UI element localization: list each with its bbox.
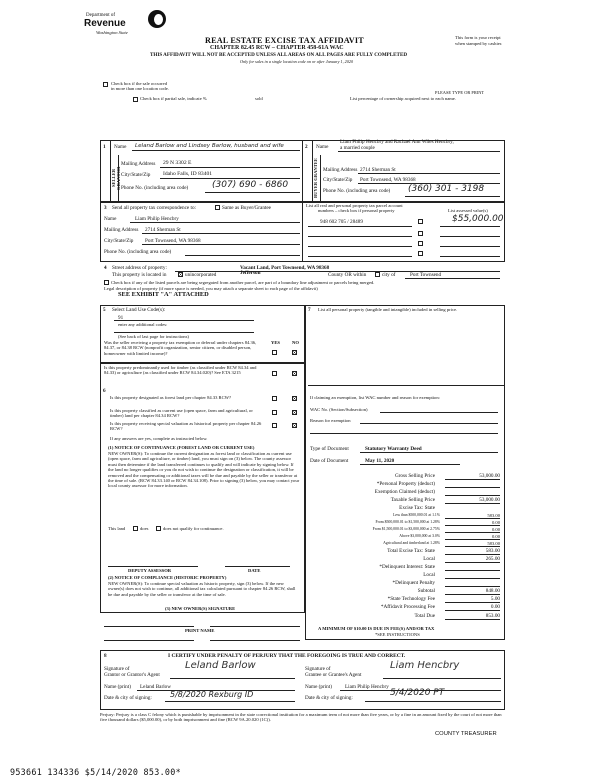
seller-side-label: SELLER GRANTOR	[111, 166, 121, 190]
parcel-1-personal-checkbox[interactable]	[418, 219, 423, 224]
certify-statement: I CERTIFY UNDER PENALTY OF PERJURY THAT THE FOREGOING IS TRUE AND CORRECT.	[168, 653, 406, 659]
dor-logo	[84, 10, 174, 46]
land-use-q2-no[interactable]	[292, 371, 297, 376]
personal-property-label: List all personal property (tangible and intangible) included in selling price.	[318, 307, 458, 312]
buyer-mailing-label: Mailing Address	[323, 167, 358, 173]
parcels-header-2: numbers – check box if personal property	[318, 208, 395, 213]
dor-dept-line3: Washington State	[96, 30, 128, 35]
grantor-name-label: Name (print)	[104, 684, 131, 690]
del-penalty-label: *Delinquent Penalty	[392, 580, 435, 586]
tech-fee-label: *State Technology Fee	[387, 596, 435, 602]
grantee-signature[interactable]: Liam Hencbry	[390, 660, 460, 671]
print-name-label: PRINT NAME	[185, 628, 215, 633]
section6-no: 6	[103, 388, 106, 394]
buyer-city[interactable]: Port Townsend, WA 98368	[360, 177, 416, 183]
buyer-phone-label: Phone No. (including area code)	[323, 188, 391, 194]
section6-q1-no[interactable]	[292, 396, 297, 401]
corr-city-label: City/State/Zip	[104, 238, 134, 244]
buyer-phone[interactable]: (360) 301 - 3198	[408, 184, 485, 194]
excise-state-label: Excise Tax: State	[399, 505, 435, 511]
corr-city[interactable]: Port Townsend, WA 98368	[145, 238, 201, 244]
does-not-label: does not qualify for continuance.	[163, 526, 224, 531]
partial-sale-sold: sold	[255, 96, 263, 101]
del-int-state-label: *Delinquent Interest: State	[379, 564, 435, 570]
signature-line-b[interactable]	[210, 626, 300, 627]
gross-value[interactable]: 53,000.00	[479, 473, 500, 479]
exemption-reason-label: Reason for exemption	[310, 418, 351, 423]
grantor-date-place[interactable]: 5/8/2020 Rexburg ID	[170, 690, 254, 699]
wac-no-label: WAC No. (Section/Subsection)	[310, 407, 368, 412]
located-in-label: This property is located in	[112, 272, 167, 278]
unincorporated-label: unincorporated	[185, 272, 217, 278]
section6-q3-no[interactable]	[292, 423, 297, 428]
signature-line-a[interactable]	[104, 626, 194, 627]
tier2-value[interactable]: 0.00	[491, 520, 500, 525]
local-label: Local	[423, 556, 435, 562]
total-due-value[interactable]: 853.00	[485, 613, 500, 619]
legal-description-label: Legal description of property (if more space is needed, you may attach a separate sheet to each page of the affidavit)	[104, 286, 318, 291]
correspondence-label: Send all property tax correspondence to:	[112, 205, 196, 211]
this-land-label: This land	[108, 526, 126, 531]
land-use-yes: YES	[271, 340, 280, 345]
seller-name-label: Name	[114, 144, 127, 150]
doc-type-label: Type of Document	[310, 446, 349, 452]
parcels-header-1: List all real and personal property tax parcel account	[306, 203, 403, 208]
does-not-checkbox[interactable]	[156, 526, 161, 531]
doc-date[interactable]: May 11, 2020	[365, 458, 395, 464]
ag-value[interactable]: 583.00	[487, 541, 500, 546]
tier4-label: Above $3,000,000 at 3.0%	[399, 534, 440, 538]
does-label: does	[140, 526, 149, 531]
subtotal-label: Subtotal	[417, 588, 435, 594]
parcel-2-personal-checkbox[interactable]	[418, 231, 423, 236]
section6-q2-no[interactable]	[292, 410, 297, 415]
buyer-name-2[interactable]: a married couple	[340, 145, 375, 151]
unincorporated-checkbox[interactable]	[178, 272, 183, 277]
see-exhibit[interactable]: SEE EXHIBIT "A" ATTACHED	[118, 291, 209, 298]
land-use-q1-no[interactable]	[292, 350, 297, 355]
receipt-note-2: when stamped by cashier.	[455, 41, 503, 46]
corr-name-label: Name	[104, 216, 117, 222]
land-use-label: Select Land Use Code(s):	[112, 307, 166, 313]
grantor-name[interactable]: Leland Barlow	[140, 684, 171, 690]
exemption-claim-label: If claiming an exemption, list WAC number and reason for exemption:	[310, 395, 440, 400]
land-use-q1: Was the seller receiving a property tax exemption or deferral under chapters 84.36, 84.37, or 84.38 RCW (nonprofit organization, senior citizen, or disabled person, homeowner with limited income)?	[104, 340, 257, 356]
tier4-value[interactable]: 0.00	[491, 534, 500, 539]
multiple-location-label-2: in more than one location code.	[111, 86, 169, 91]
total-due-label: Total Due	[414, 613, 435, 619]
land-use-section-no: 5	[103, 307, 106, 313]
grantor-signature[interactable]: Leland Barlow	[185, 660, 256, 671]
tier3-label: From $1,500,000.01 to $3,000,000 at 2.75%	[372, 527, 440, 531]
county-or-city: County OR within	[328, 272, 367, 278]
grantee-date-place[interactable]: 5/4/2020 PT	[390, 688, 445, 698]
assessor-date-label: DATE	[248, 568, 261, 573]
buyer-name[interactable]: Liam Philip Hencbry and Rachael Ann Wiles Hencbry,	[340, 139, 454, 145]
seller-phone[interactable]: (307) 690 - 6860	[212, 180, 289, 190]
sales-note: Only for sales in a single location code on or after January 1, 2020	[240, 59, 354, 64]
does-checkbox[interactable]	[133, 526, 138, 531]
parcel-4-personal-checkbox[interactable]	[418, 251, 423, 256]
county-treasurer: COUNTY TREASURER	[435, 731, 497, 737]
buyer-name-label: Name	[316, 144, 329, 150]
section6-q3: Is this property receiving special valuation as historical property per chapter 84.26 RCW?	[110, 421, 262, 432]
section6-q1: Is this property designated as forest land per chapter 84.33 RCW?	[110, 395, 232, 400]
multiple-location-label-1: Check box if the sale occurred	[111, 81, 167, 86]
see-instructions: *SEE INSTRUCTIONS	[375, 632, 420, 637]
section6-q2-yes[interactable]	[272, 410, 277, 415]
buyer-side-label: BUYER GRANTEE	[313, 158, 318, 198]
exempt-deduct-label: Exemption Claimed (deduct)	[374, 489, 435, 495]
section6-q2: Is this property classified as current use (open space, farm and agricultural, or timber) land per chapter 84.34 RCW?	[110, 408, 253, 419]
corr-phone-label: Phone No. (including area code)	[104, 249, 172, 255]
del-int-local-label: Local	[423, 572, 435, 578]
grantee-date-place-label: Date & city of signing:	[305, 695, 353, 701]
section6-if-any-yes: If any answers are yes, complete as instructed below.	[110, 436, 208, 441]
local-value[interactable]: 265.00	[485, 556, 500, 562]
taxable-label: Taxable Selling Price	[390, 497, 435, 503]
taxable-value[interactable]: 53,000.00	[479, 497, 500, 503]
seller-name[interactable]: Leland Barlow and Lindsey Barlow, husband and wife	[135, 143, 284, 149]
land-use-q2: Is this property predominantly used for timber (as classified under RCW 84.34 and 84.33) or agriculture (as classified under RCW 84.34.020)? See ETA 3215	[104, 365, 257, 376]
buyer-mailing[interactable]: 2714 Sherman St	[360, 167, 396, 173]
county[interactable]: Jefferson	[240, 270, 261, 276]
continuance-title: (1) NOTICE OF CONTINUANCE (FOREST LAND OR CURRENT USE)	[108, 445, 255, 450]
personal-deduct-label: *Personal Property (deduct)	[376, 481, 435, 487]
doc-date-label: Date of Document	[310, 458, 349, 464]
subtotal-value[interactable]: 848.00	[485, 588, 500, 594]
affidavit-fee-label: *Affidavit Processing Fee	[380, 604, 435, 610]
tier1-value[interactable]: 583.00	[487, 513, 500, 518]
land-use-code[interactable]: 91	[118, 315, 124, 321]
grantor-sig-label-1: Signature of	[104, 666, 130, 672]
same-as-buyer-checkbox[interactable]	[215, 205, 220, 210]
parcel-1[interactable]: 948 602 705 / 28489	[320, 219, 363, 225]
correspondence-section-no: 3	[104, 205, 107, 211]
historic-body: NEW OWNER(S): To continue special valuation as historic property, sign (3) below. If the new owner(s) does not wish to continue, all additional tax calculated pursuant to chapter 84.26 RCW, shall be due and payable by the seller or transferor at the time of sale.	[108, 581, 296, 597]
gross-label: Gross Selling Price	[394, 473, 435, 479]
buyer-city-label: City/State/Zip	[323, 177, 353, 183]
city-of-label: city of	[382, 272, 396, 278]
multiple-location-checkbox[interactable]	[103, 82, 108, 87]
seller-mailing-label: Mailing Address	[121, 161, 156, 167]
affidavit-fee-value[interactable]: 0.00	[490, 604, 500, 610]
section6-q1-yes[interactable]	[272, 396, 277, 401]
assessed-1[interactable]: $55,000.00	[452, 214, 504, 224]
segregated-note: Check box if any of the listed parcels are being segregated from another parcel, are part of a boundary line adjustment or parcels being merged.	[111, 280, 375, 285]
please-type: PLEASE TYPE OR PRINT	[435, 90, 485, 95]
seller-city[interactable]: Idaho Falls, ID 83401	[163, 171, 213, 177]
same-as-buyer-label: Same as Buyer/Grantee	[222, 205, 271, 211]
parcel-3-personal-checkbox[interactable]	[418, 241, 423, 246]
perjury-note: Perjury: Perjury is a class C felony which is punishable by imprisonment in the state correctional institution for a maximum term of not more than five years, or by a fine in an amount fixed by the court of not more than five thousand dollars ($5,000.00), or by both imprisonment and fine (RCW 9A.20.020 (1C)).	[100, 712, 502, 723]
seller-section-no: 1	[103, 144, 106, 150]
tier3-value[interactable]: 0.00	[491, 527, 500, 532]
dor-dept-line1: Department of	[86, 13, 116, 18]
receipt-note-1: This form is your receipt	[455, 35, 501, 40]
corr-name[interactable]: Liam Philip Hencbry	[135, 216, 179, 222]
land-use-see-back: (See back of last page for instructions)	[118, 334, 189, 339]
ag-label: Agricultural and timberland at 1.28%	[383, 541, 440, 545]
doc-type[interactable]: Statutory Warranty Deed	[365, 446, 422, 452]
new-owner-signature-label: (3) NEW OWNER(S) SIGNATURE	[165, 606, 236, 611]
dor-logo-mark-inner	[154, 14, 163, 25]
segregated-checkbox[interactable]	[104, 280, 109, 285]
partial-sale-label: Check box if partial sale, indicate %	[140, 96, 207, 101]
corr-mailing-label: Mailing Address	[104, 227, 139, 233]
street[interactable]: Vacant Land, Port Townsend, WA 98368	[240, 265, 330, 271]
section6-q3-yes[interactable]	[272, 423, 277, 428]
location-city[interactable]: Port Townsend	[410, 272, 442, 278]
percentage-note: List percentage of ownership acquired next to each name.	[350, 96, 456, 101]
grantee-name-label: Name (print)	[305, 684, 332, 690]
land-use-q2-yes[interactable]	[272, 371, 277, 376]
deputy-assessor-label: DEPUTY ASSESSOR	[128, 568, 172, 573]
grantor-date-place-label: Date & city of signing:	[104, 695, 152, 701]
land-use-additional: enter any additional codes:	[118, 322, 168, 327]
assessed-header: List assessed value(s)	[448, 208, 488, 213]
buyer-section-no: 2	[305, 144, 308, 150]
cashier-stamp: 953661 134336 $5/14/2020 853.00*	[10, 767, 181, 777]
total-state-label: Total Excise Tax: State	[387, 548, 435, 554]
partial-sale-checkbox[interactable]	[133, 97, 138, 102]
seller-mailing[interactable]: 29 N 3302 E	[163, 160, 192, 166]
section7-no: 7	[308, 307, 311, 313]
corr-mailing[interactable]: 2714 Sherman St	[145, 227, 181, 233]
certify-section-no: 8	[104, 653, 107, 659]
form-chapter: CHAPTER 82.45 RCW – CHAPTER 458-61A WAC	[210, 45, 344, 51]
form-title: REAL ESTATE EXCISE TAX AFFIDAVIT	[205, 36, 364, 45]
seller-phone-label: Phone No. (including area code)	[121, 185, 189, 191]
historic-title: (2) NOTICE OF COMPLIANCE (HISTORIC PROPERTY)	[108, 575, 227, 580]
tier1-label: Less than $500,000.01 at 1.1%	[393, 513, 440, 517]
dor-dept-line2: Revenue	[84, 18, 126, 29]
form-warning: THIS AFFIDAVIT WILL NOT BE ACCEPTED UNLESS ALL AREAS ON ALL PAGES ARE FULLY COMPLETED	[150, 52, 408, 58]
grantee-name[interactable]: Liam Philip Hencbry	[345, 684, 389, 690]
total-state-value[interactable]: 583.00	[485, 548, 500, 554]
street-label: Street address of property:	[112, 265, 167, 271]
land-use-no: NO	[292, 340, 299, 345]
tier2-label: From $500,000.01 to $1,500,000 at 1.28%	[375, 520, 440, 524]
tech-fee-value[interactable]: 5.00	[490, 596, 500, 602]
grantor-sig-label-2: Grantor or Grantor's Agent	[104, 672, 160, 678]
continuance-body: NEW OWNER(S): To continue the current designation as forest land or classification as current use (open space, farm and agriculture, or timber) land, you must sign on (3) below. The county assessor must then determine if the land transferred continues to qualify and will indicate by signing below. If the land no longer qualifies or you do not wish to continue the designation or classification, it will be removed and the compensating or additional taxes will be due and payable by the seller or transferor at the time of sale. (RCW 84.33.140 or RCW 84.34.108). Prior to signing (3) below, you may contact your local county assessor for more information.	[108, 451, 300, 489]
minimum-note: A MINIMUM OF $10.00 IS DUE IN FEE(S) AND/OR TAX	[318, 626, 435, 631]
seller-city-label: City/State/Zip	[121, 172, 151, 178]
grantee-sig-label-1: Signature of	[305, 666, 331, 672]
grantee-sig-label-2: Grantee or Grantee's Agent	[305, 672, 362, 678]
location-section-no: 4	[104, 265, 107, 271]
city-of-checkbox[interactable]	[375, 272, 380, 277]
land-use-q1-yes[interactable]	[272, 350, 277, 355]
